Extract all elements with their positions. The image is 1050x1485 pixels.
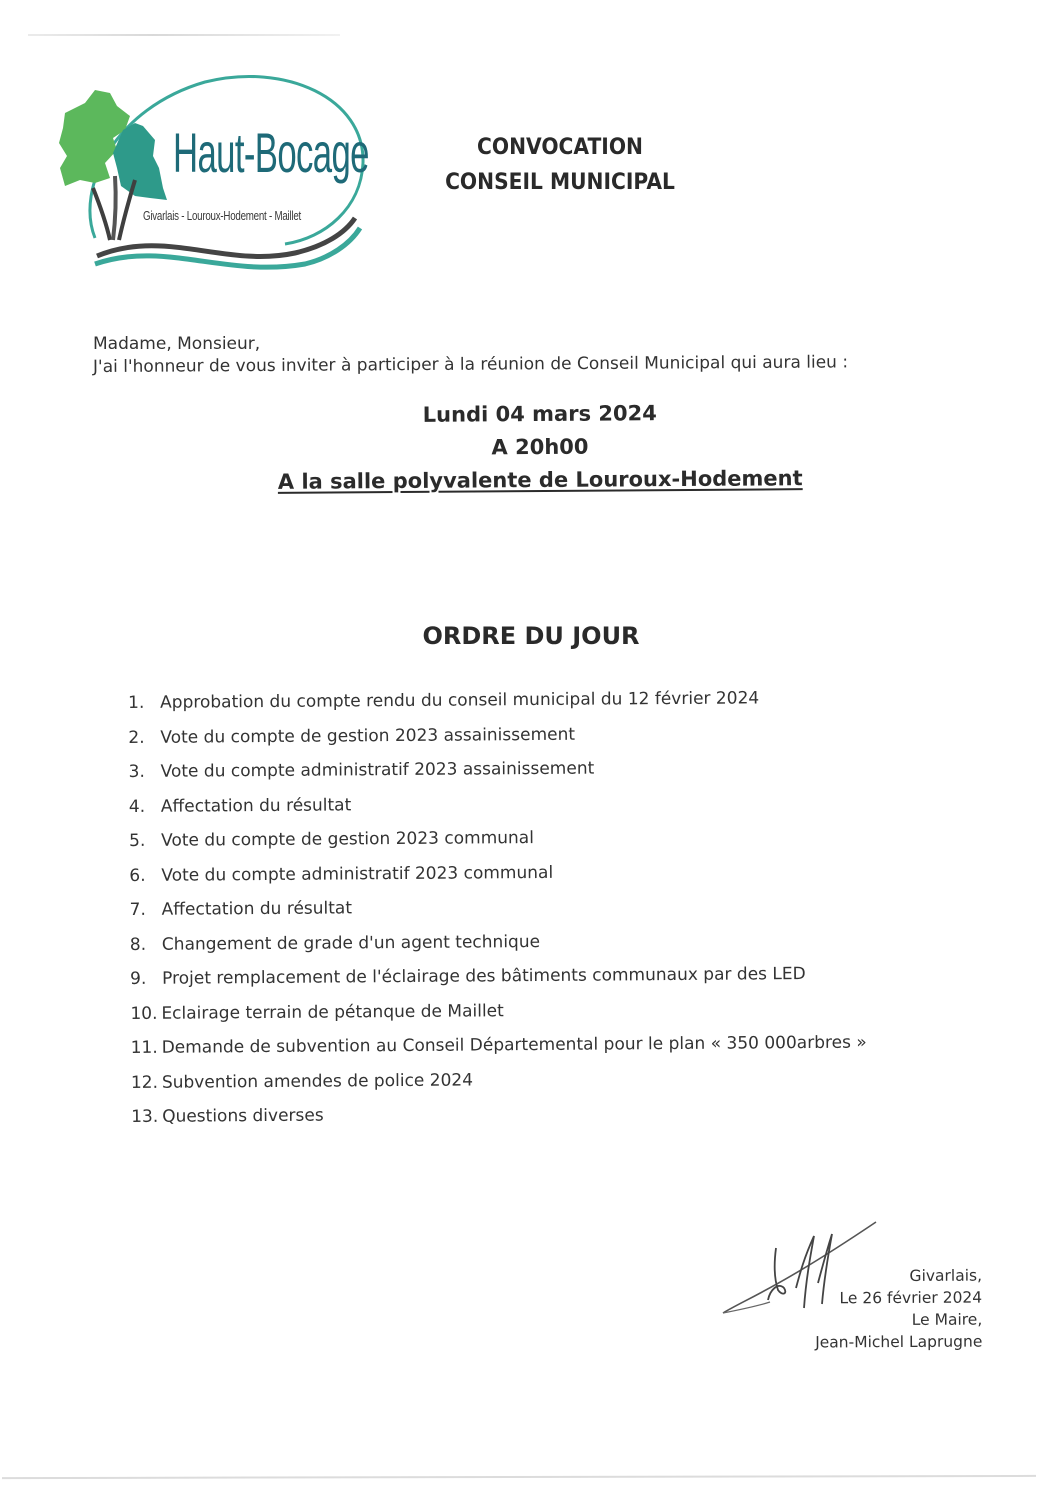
agenda-item-number: 10. [130, 1003, 158, 1024]
agenda-item [130, 887, 930, 927]
agenda-item-text: Vote du compte de gestion 2023 communal [161, 828, 534, 851]
agenda-item [130, 922, 930, 962]
agenda-item-text: Demande de subvention au Conseil Départemental pour le plan « 350 000arbres » [161, 1032, 867, 1058]
signature-place: Givarlais, [909, 1266, 982, 1285]
logo-title: Haut-Bocage [173, 121, 369, 184]
agenda-list [128, 680, 931, 1134]
agenda-item-text: Vote du compte administratif 2023 communal [161, 862, 554, 886]
invitation-text: J'ai l'honneur de vous inviter à participer à la réunion de Conseil Municipal qui aura lieu : [92, 352, 849, 377]
title-conseil-municipal: CONSEIL MUNICIPAL [445, 170, 675, 195]
agenda-item-number: 8. [129, 934, 147, 955]
agenda-item [130, 956, 930, 996]
agenda-item [131, 1094, 931, 1134]
agenda-item-number: 6. [129, 865, 146, 886]
agenda-item [130, 991, 930, 1031]
agenda-item [128, 680, 928, 720]
agenda-item [131, 1060, 931, 1100]
agenda-item [128, 715, 928, 755]
agenda-item-number: 7. [129, 899, 146, 920]
agenda-item-number: 4. [128, 796, 146, 817]
signature-role: Le Maire, [911, 1310, 983, 1329]
agenda-item-text: Questions diverses [162, 1105, 324, 1127]
agenda-item-number: 2. [128, 727, 145, 748]
agenda-item [131, 1025, 931, 1065]
agenda-item-number: 1. [128, 692, 145, 713]
signature-block [815, 1265, 983, 1354]
meeting-venue: A la salle polyvalente de Louroux-Hodement [277, 466, 803, 494]
agenda-item-number: 11. [130, 1037, 158, 1058]
meeting-details [270, 396, 811, 499]
scan-artifact-top [28, 34, 340, 36]
logo-subtitle: Givarlais - Louroux-Hodement - Maillet [143, 209, 302, 223]
haut-bocage-logo [55, 68, 375, 278]
agenda-item-number: 9. [130, 968, 147, 989]
agenda-item-text: Subvention amendes de police 2024 [161, 1069, 474, 1093]
document-title [431, 130, 689, 200]
meeting-date: Lundi 04 mars 2024 [422, 401, 657, 427]
agenda-item-text: Vote du compte administratif 2023 assainissement [160, 758, 595, 782]
agenda-item-text: Approbation du compte rendu du conseil municipal du 12 février 2024 [160, 688, 760, 713]
greeting: Madame, Monsieur, [93, 334, 261, 354]
agenda-item-text: Changement de grade d'un agent technique [161, 931, 541, 955]
agenda-item-number: 3. [128, 761, 145, 782]
agenda-item-number: 13. [131, 1106, 159, 1127]
agenda-title: ORDRE DU JOUR [422, 622, 640, 650]
signature-name: Jean-Michel Laprugne [814, 1332, 983, 1352]
agenda-item [129, 853, 929, 893]
agenda-item-number: 12. [130, 1072, 159, 1093]
agenda-item [129, 749, 929, 789]
agenda-item [129, 818, 929, 858]
agenda-item-number: 5. [129, 830, 146, 851]
title-convocation: CONVOCATION [477, 135, 643, 160]
agenda-item [129, 784, 929, 824]
scan-artifact-bottom [2, 1475, 1036, 1479]
agenda-item-text: Vote du compte de gestion 2023 assainissement [160, 724, 576, 748]
agenda-item-text: Affectation du résultat [160, 794, 352, 817]
signature-date: Le 26 février 2024 [839, 1288, 982, 1308]
agenda-item-text: Eclairage terrain de pétanque de Maillet [161, 1000, 504, 1024]
agenda-item-text: Affectation du résultat [161, 898, 353, 920]
agenda-item-text: Projet remplacement de l'éclairage des bâtiments communaux par des LED [162, 964, 806, 989]
meeting-time: A 20h00 [491, 434, 589, 460]
